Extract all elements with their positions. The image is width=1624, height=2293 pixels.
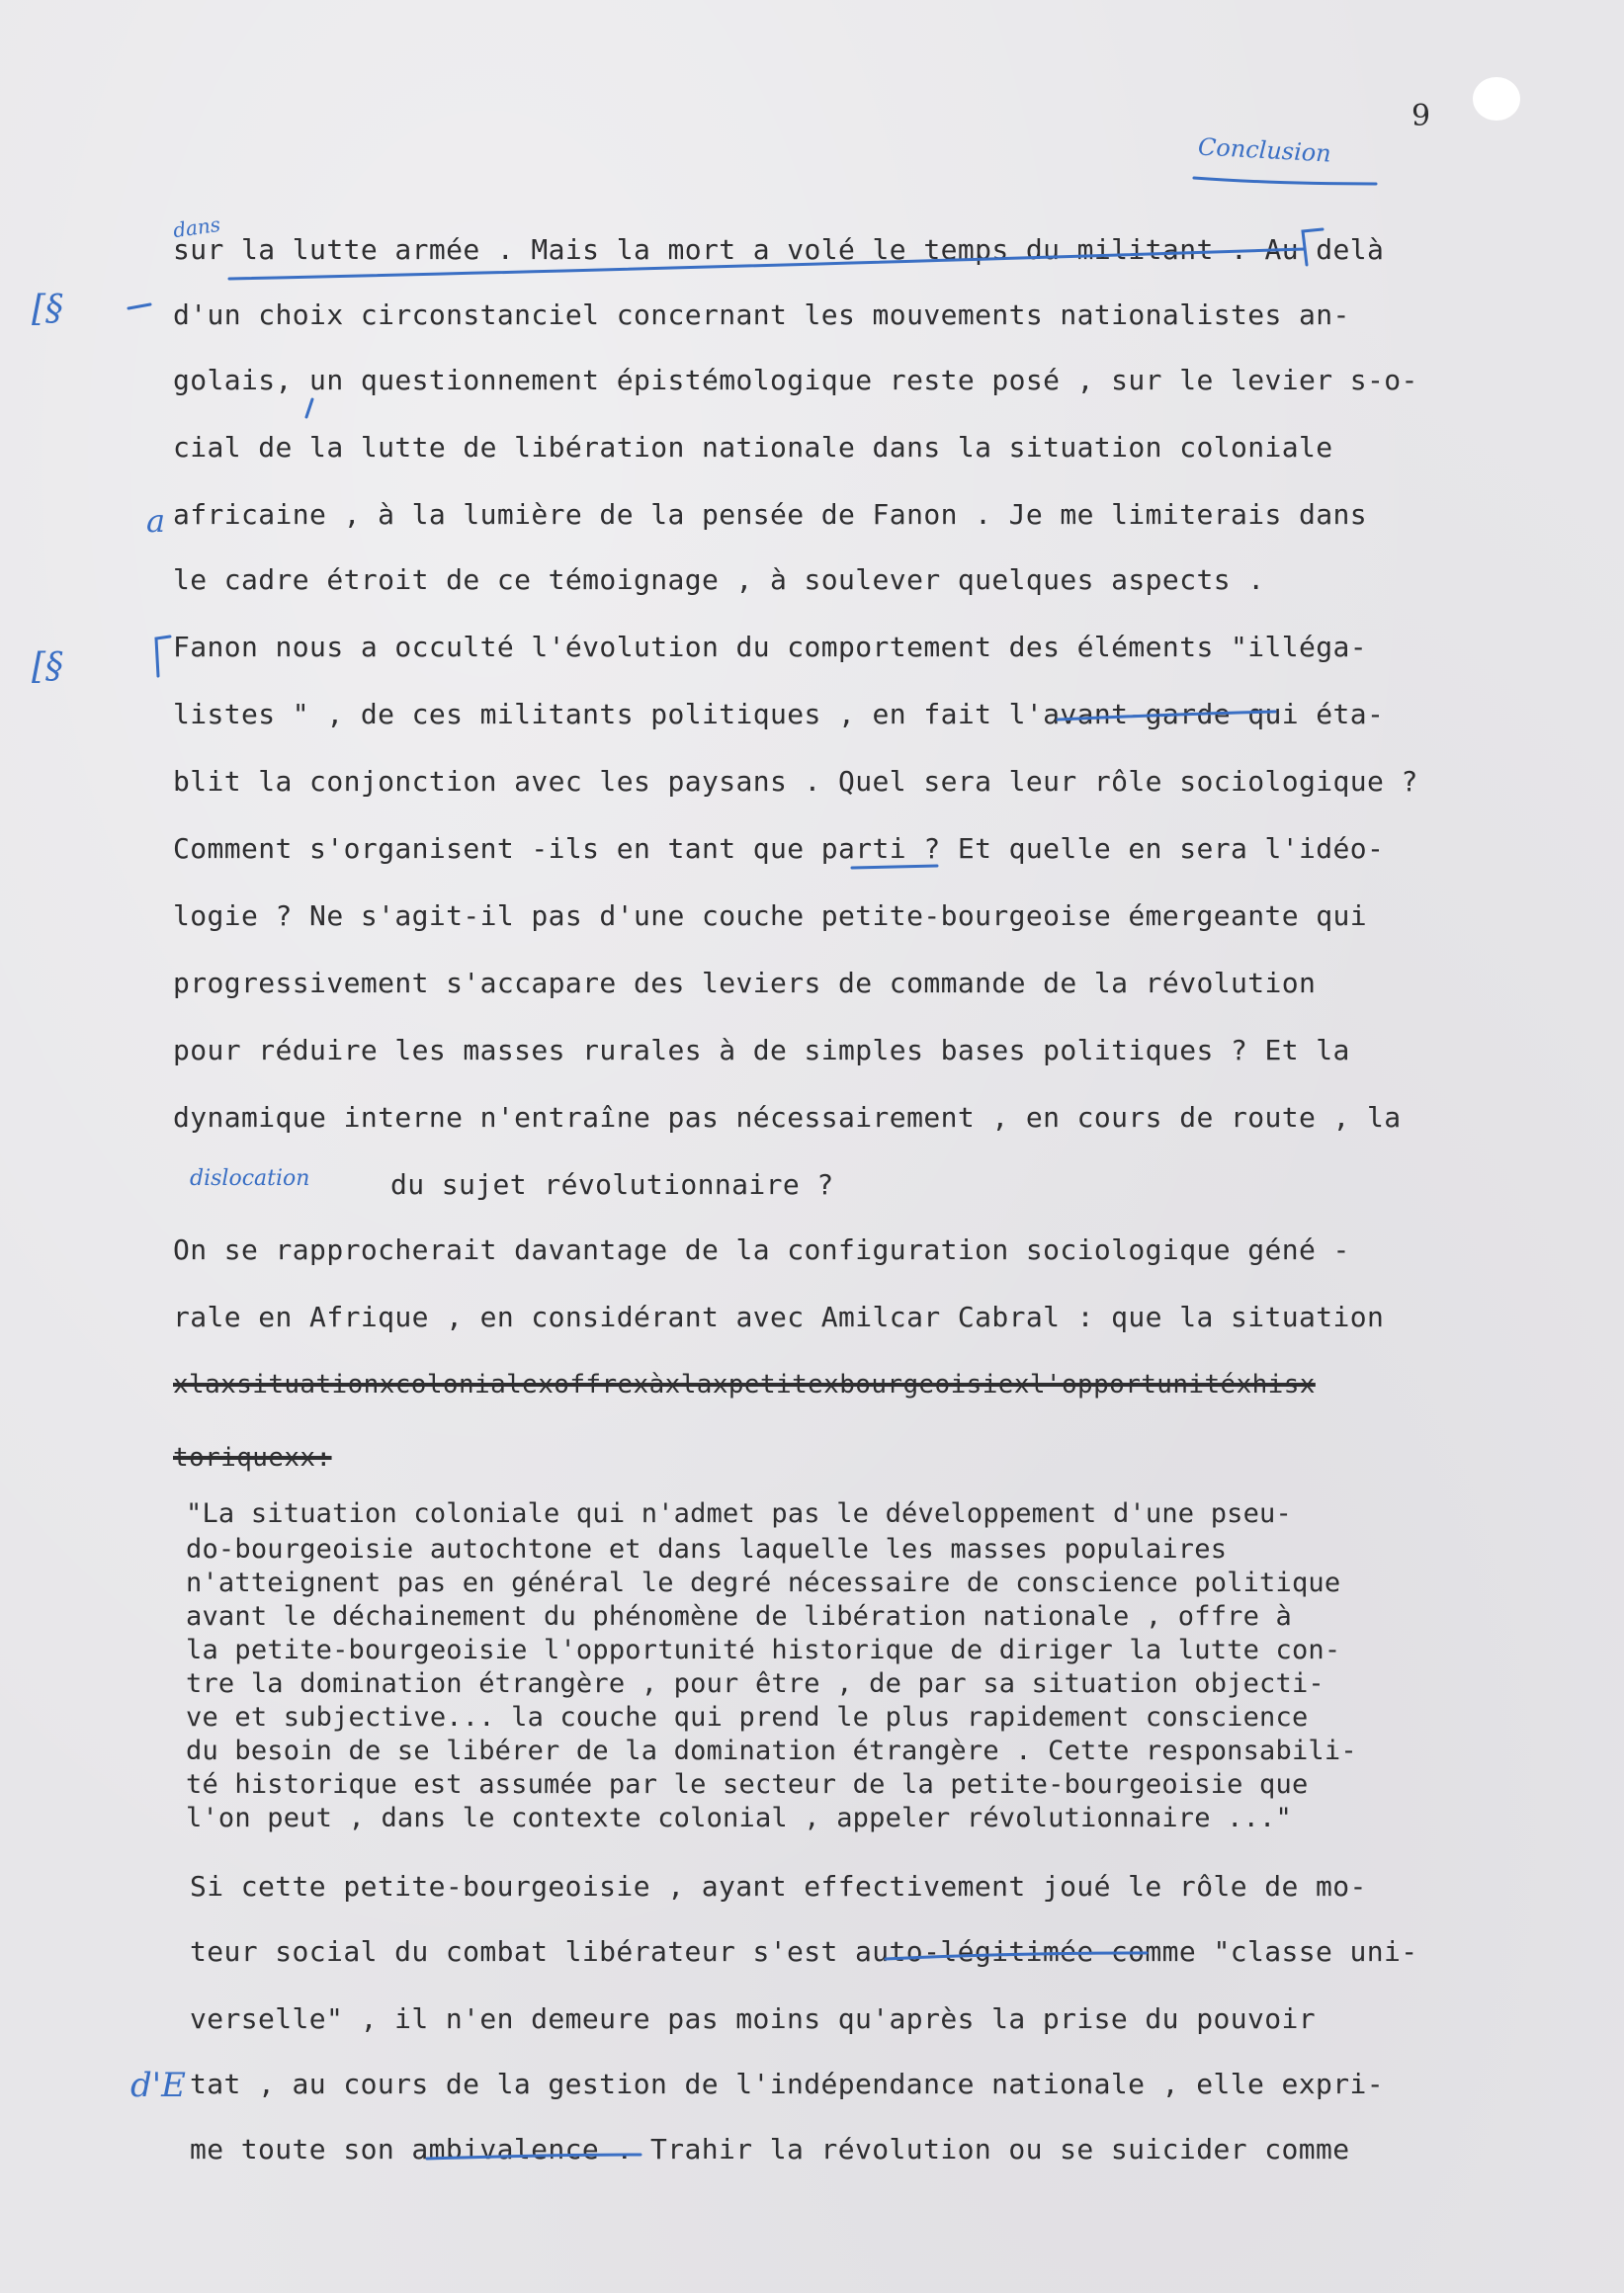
text-line: teur social du combat libérateur s'est auto-légitimée comme "classe uni- <box>190 1935 1418 1968</box>
handwritten-dans: dans <box>171 212 222 243</box>
paper-blot <box>1473 77 1520 121</box>
text-line: d'un choix circonstanciel concernant les mouvements nationalistes an- <box>173 298 1350 331</box>
text-line: logie ? Ne s'agit-il pas d'une couche petite-bourgeoise émergeante qui <box>173 899 1368 932</box>
text-line: progressivement s'accapare des leviers de commande de la révolution <box>173 967 1317 999</box>
open-bracket-dun <box>128 304 150 308</box>
text-line: Comment s'organisent -ils en tant que parti ? Et quelle en sera l'idéo- <box>173 832 1385 865</box>
handwritten-dislocation: dislocation <box>190 1166 310 1191</box>
text-line: Si cette petite-bourgeoisie , ayant effectivement joué le rôle de mo- <box>190 1870 1367 1903</box>
paragraph-mark-1: [§ <box>32 289 64 329</box>
text-line: le cadre étroit de ce témoignage , à soulever quelques aspects . <box>173 563 1265 596</box>
quote-line: do-bourgeoisie autochtone et dans laquelle les masses populaires <box>186 1534 1228 1565</box>
text-line: golais, un questionnement épistémologique reste posé , sur le levier s-o- <box>173 364 1418 396</box>
quote-line: "La situation coloniale qui n'admet pas le développement d'une pseu- <box>186 1498 1292 1529</box>
text-line: listes " , de ces militants politiques , en fait l'avant-garde qui éta- <box>173 698 1385 730</box>
text-line: tat , au cours de la gestion de l'indépendance nationale , elle expri- <box>190 2068 1385 2100</box>
quote-line: avant le déchainement du phénomène de libération nationale , offre à <box>186 1601 1292 1632</box>
text-line: du sujet révolutionnaire ? <box>390 1168 834 1201</box>
quote-line: l'on peut , dans le contexte colonial , appeler révolutionnaire ..." <box>186 1803 1292 1833</box>
underline-parti <box>852 866 937 868</box>
struck-text-line: xlaxsituationxcolonialexoffrexàxlaxpetitexbourgeoisiexl'opportunitéxhisx <box>173 1370 1316 1400</box>
margin-note-conclusion: Conclusion <box>1197 132 1332 168</box>
quote-line: du besoin de se libérer de la domination étrangère . Cette responsabili- <box>186 1736 1357 1766</box>
handwritten-d-etat: d'E <box>130 2066 186 2105</box>
quote-line: n'atteignent pas en général le degré nécessaire de conscience politique <box>186 1568 1341 1598</box>
quote-line: tre la domination étrangère , pour être , de par sa situation objecti- <box>186 1668 1325 1699</box>
underline-conclusion <box>1194 178 1376 184</box>
comma-golais <box>306 399 312 417</box>
text-line: rale en Afrique , en considérant avec Amilcar Cabral : que la situation <box>173 1301 1385 1333</box>
handwritten-a-prefix: a <box>146 502 166 540</box>
quote-line: ve et subjective... la couche qui prend le plus rapidement conscience <box>186 1702 1309 1733</box>
text-line: dynamique interne n'entraîne pas nécessairement , en cours de route , la <box>173 1101 1402 1134</box>
struck-text-line: toriquexx: <box>173 1443 332 1473</box>
quote-line: té historique est assumée par le secteur de la petite-bourgeoisie que <box>186 1769 1309 1800</box>
text-line: blit la conjonction avec les paysans . Quel sera leur rôle sociologique ? <box>173 765 1418 798</box>
text-line: cial de la lutte de libération nationale dans la situation coloniale <box>173 431 1333 464</box>
bracket-fanon <box>156 637 170 676</box>
paragraph-mark-2: [§ <box>32 646 64 687</box>
text-line: sur la lutte armée . Mais la mort a volé le temps du militant . Au delà <box>173 233 1385 266</box>
text-line: me toute son ambivalence . Trahir la révolution ou se suicider comme <box>190 2133 1350 2166</box>
text-line: verselle" , il n'en demeure pas moins qu'après la prise du pouvoir <box>190 2002 1316 2035</box>
text-line: pour réduire les masses rurales à de simples bases politiques ? Et la <box>173 1034 1350 1066</box>
text-line: africaine , à la lumière de la pensée de Fanon . Je me limiterais dans <box>173 498 1368 531</box>
quote-line: la petite-bourgeoisie l'opportunité historique de diriger la lutte con- <box>186 1635 1341 1665</box>
text-line: On se rapprocherait davantage de la configuration sociologique géné - <box>173 1233 1350 1266</box>
text-line: Fanon nous a occulté l'évolution du comportement des éléments "illéga- <box>173 631 1368 663</box>
page-number: 9 <box>1411 99 1431 133</box>
